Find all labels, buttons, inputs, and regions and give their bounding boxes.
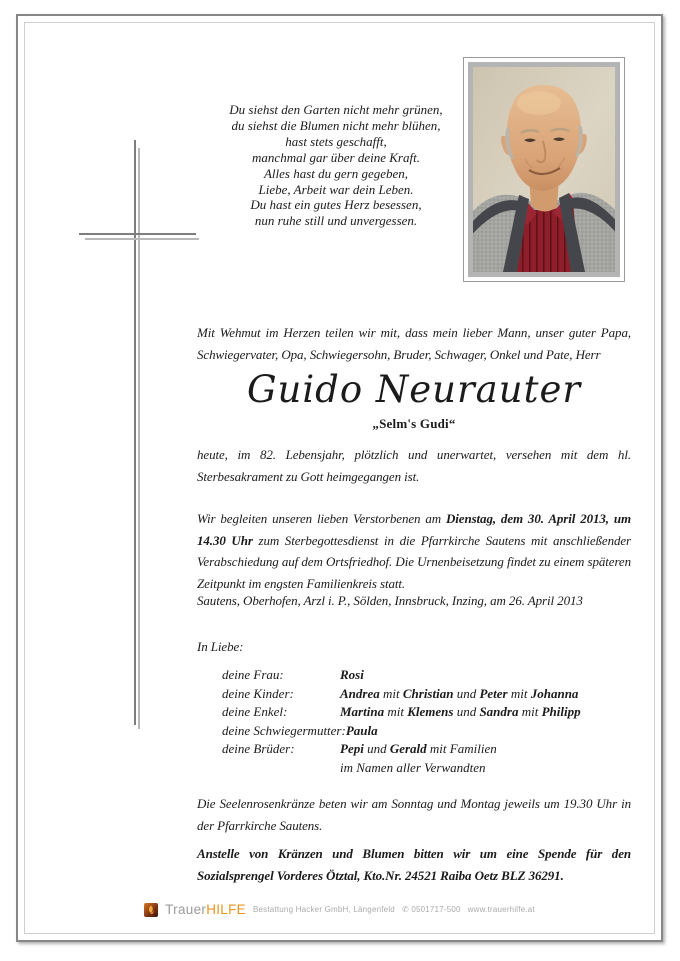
mourners-list [197,666,631,778]
name-connector: mit [384,704,408,720]
name-connector: und [453,685,480,701]
name-connector: und [363,741,390,757]
poem-line: nun ruhe still und unvergessen. [254,213,418,229]
cross-vertical-line [134,140,136,725]
brand-trauer: Trauer [165,902,207,917]
name-connector: und [453,704,480,720]
in-love-heading: In Liebe: [197,639,244,654]
funeral-details [197,508,631,594]
relation-label: deine Schwiegermutter: [222,722,346,738]
name-bold: Christian [402,685,454,701]
trauerhilfe-logo-icon [144,903,158,917]
name-connector: mit Familien [426,741,497,757]
relation-label: deine Kinder: [222,685,294,701]
name-bold: Rosi [340,667,364,682]
name-connector: mit [507,685,531,701]
relation-label [197,759,340,778]
name-connector: mit [379,685,403,701]
name-bold: Gerald [389,741,427,757]
name-bold: Philipp [541,704,581,720]
portrait-photo-frame [463,57,625,282]
poem-line: Du hast ein gutes Herz besessen, [250,197,422,213]
brand-wordmark [165,902,246,917]
places-and-date: Sautens, Oberhofen, Arzl i. P., Sölden, Innsbruck, Inzing, am 26. April 2013 [197,593,583,608]
rosary-note: Die Seelenrosenkränze beten wir am Sonntag und Montag jeweils um 19.30 Uhr in der Pfarrkirche Sautens. [197,796,631,833]
relation-label: deine Enkel: [222,704,288,720]
relation-names [340,703,581,722]
brand-hilfe: HILFE [206,902,246,917]
name-bold: Klemens [407,704,454,720]
relation-names [340,666,364,685]
cross-horizontal-line [79,233,196,235]
list-item [197,759,631,778]
funeral-home-footer [16,902,663,917]
donation-note: Anstelle von Kränzen und Blumen bitten wir um eine Spende für den Sozialsprengel Vorderes Ötztal, Kto.Nr. 24521 Raiba Oetz BLZ 36291. [197,846,631,883]
portrait-photo [468,62,620,277]
list-item [197,703,631,722]
phone-icon: ✆ [401,905,409,914]
relation-names [340,685,578,704]
poem-line: Alles hast du gern gegeben, [263,165,409,181]
list-item [197,722,631,741]
relation-names [340,759,486,778]
name-bold: Pepi [340,741,364,757]
poem-line: manchmal gar über deine Kraft. [252,149,420,165]
name-bold: Sandra [479,704,519,720]
name-connector: im Namen aller Verwandten [340,759,486,775]
list-item [197,685,631,704]
name-bold: Andrea [340,685,380,701]
name-bold: Martina [340,704,385,720]
poem-line: hast stets geschafft, [285,133,387,149]
poem-line: Liebe, Arbeit war dein Leben. [258,181,414,197]
name-bold: Johanna [530,685,579,701]
relation-names [340,740,497,759]
funeral-text-pre: Wir begleiten unseren lieben Verstorbenen am [197,511,446,526]
company-name: Bestattung Hacker GmbH, Längenfeld [252,905,395,914]
list-item [197,740,631,759]
memorial-poem [197,102,475,229]
portrait-illustration [473,67,615,272]
phone-number [402,905,461,914]
phone-digits: 0501717-500 [411,905,461,914]
list-item [197,666,631,685]
name-connector: mit [518,704,542,720]
announcement-intro: Mit Wehmut im Herzen teilen wir mit, dass mein lieber Mann, unser guter Papa, Schwiegervater, Opa, Schwiegersohn, Bruder, Schwager, Onkel und Pate, Herr [197,325,631,362]
cross-horizontal-shadow-line [85,238,199,240]
relation-label: deine Frau: [222,667,284,682]
deceased-name: Guido Neurauter [246,368,582,411]
relation-label: deine Brüder: [222,741,295,757]
poem-line: du siehst die Blumen nicht mehr blühen, [231,117,441,133]
poem-line: Du siehst den Garten nicht mehr grünen, [229,102,443,117]
death-note: heute, im 82. Lebensjahr, plötzlich und unerwartet, versehen mit dem hl. Sterbesakrament zu Gott heimgegangen ist. [197,447,631,484]
website-url: www.trauerhilfe.at [467,905,535,914]
relation-names [346,722,378,741]
name-bold: Peter [479,685,508,701]
funeral-text-post: zum Sterbegottesdienst in die Pfarrkirche Sautens mit anschließender Verabschiedung auf dem Ortsfriedhof. Die Urnenbeisetzung findet zu einem späteren Zeitpunkt im engsten Familienkreis statt. [197,532,631,591]
name-bold: Paula [345,722,378,738]
funeral-datetime: Dienstag, dem 30. April 2013, um 14.30 Uhr [197,511,631,548]
deceased-nickname: „Selm's Gudi“ [372,416,456,431]
cross-vertical-shadow-line [138,148,140,729]
